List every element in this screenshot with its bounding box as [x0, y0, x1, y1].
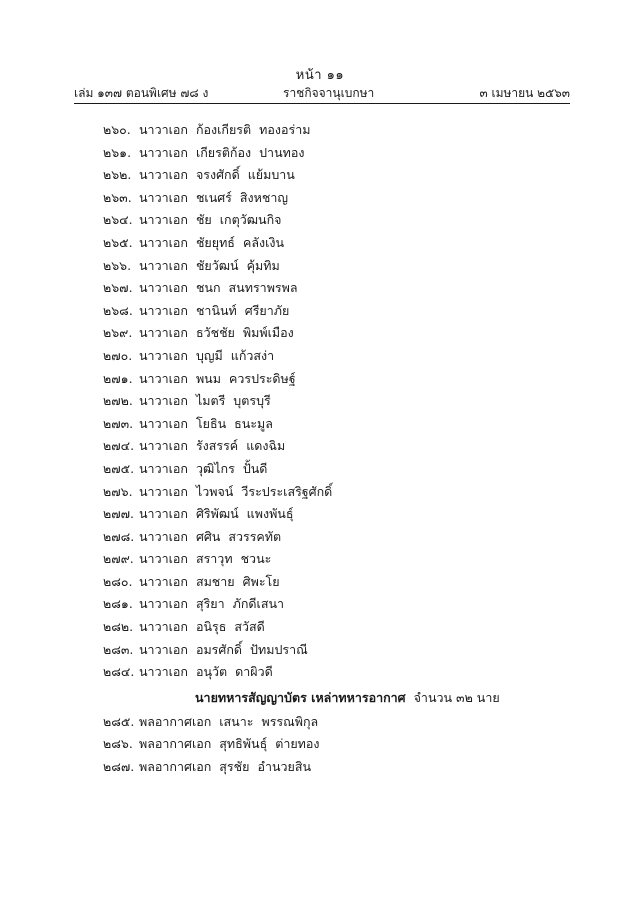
first-name: สมชาย [195, 573, 235, 589]
rank: นาวาเอก [139, 460, 188, 476]
last-name: ศรียาภัย [244, 302, 290, 318]
item-number: ๒๗๗. [103, 506, 135, 522]
running-header [74, 84, 570, 102]
last-name: สนทราพรพล [228, 280, 298, 296]
item-number: ๒๘๔. [103, 664, 135, 680]
list-item [103, 166, 563, 189]
rank: นาวาเอก [139, 551, 188, 567]
publication-date: ๓ เมษายน ๒๕๖๓ [479, 86, 570, 100]
rank: นาวาเอก [139, 528, 188, 544]
first-name: จรงศักดิ์ [195, 167, 240, 183]
list-item [103, 483, 563, 506]
last-name: พรรณพิกุล [261, 713, 319, 729]
rank: นาวาเอก [139, 257, 188, 273]
item-number: ๒๘๖. [103, 736, 133, 752]
item-number: ๒๖๓. [103, 189, 132, 205]
first-name: พนม [195, 370, 221, 386]
rank: นาวาเอก [139, 347, 188, 363]
rank: พลอากาศเอก [139, 713, 212, 729]
rank: นาวาเอก [139, 664, 188, 680]
publication-title: ราชกิจจานุเบกษา [283, 86, 375, 100]
rank: นาวาเอก [139, 212, 188, 228]
rank: นาวาเอก [139, 280, 188, 296]
item-number: ๒๖๗. [103, 280, 133, 296]
item-number: ๒๗๓. [103, 415, 134, 431]
navy-officers-list [103, 121, 563, 686]
first-name: เสนาะ [219, 713, 254, 729]
item-number: ๒๖๒. [103, 167, 132, 183]
item-number: ๒๗๕. [103, 460, 135, 476]
item-number: ๒๗๒. [103, 393, 133, 409]
rank: นาวาเอก [139, 438, 188, 454]
last-name: สวรรคทัต [228, 528, 282, 544]
first-name: ก้องเกียรติ [195, 122, 252, 137]
last-name: ธนะมูล [234, 415, 273, 431]
rank: นาวาเอก [139, 189, 188, 205]
rank: นาวาเอก [139, 596, 188, 612]
list-item [103, 713, 563, 736]
item-number: ๒๘๓. [103, 641, 134, 657]
rank: นาวาเอก [139, 483, 188, 499]
last-name: เกตุวัฒนกิจ [219, 212, 282, 228]
list-item [103, 392, 563, 415]
last-name: ชวนะ [240, 551, 272, 567]
last-name: คลังเงิน [242, 234, 284, 250]
first-name: วุฒิไกร [195, 460, 235, 476]
item-number: ๒๖๑. [103, 144, 132, 160]
first-name: ชานินท์ [195, 302, 237, 318]
list-item [103, 550, 563, 573]
list-item [103, 211, 563, 234]
rank: นาวาเอก [139, 144, 188, 160]
air-force-officers-list [103, 713, 563, 781]
item-number: ๒๘๕. [103, 713, 135, 729]
last-name: ภักดีเสนา [232, 596, 285, 612]
section-title: นายทหารสัญญาบัตร เหล่าทหารอากาศ [195, 689, 406, 705]
last-name: วีระประเสริฐศักดิ์ [241, 483, 333, 499]
rank: นาวาเอก [139, 641, 188, 657]
list-item [103, 144, 563, 167]
item-number: ๒๗๙. [103, 551, 134, 567]
rank: นาวาเอก [139, 506, 188, 522]
last-name: สวัสดี [234, 619, 265, 635]
item-number: ๒๖๕. [103, 234, 133, 250]
item-number: ๒๗๑. [103, 370, 133, 386]
list-item [103, 279, 563, 302]
first-name: ศศิน [195, 528, 221, 544]
rank: นาวาเอก [139, 370, 188, 386]
first-name: ชัยวัฒน์ [195, 257, 239, 273]
last-name: ศิพะโย [242, 573, 280, 589]
rank: นาวาเอก [139, 393, 188, 409]
first-name: สราวุท [195, 551, 233, 567]
rank: นาวาเอก [139, 234, 188, 250]
item-number: ๒๗๐. [103, 347, 133, 363]
list-item [103, 189, 563, 212]
last-name: ควรประดิษฐ์ [228, 370, 296, 386]
last-name: ดาผิวดี [235, 664, 273, 680]
list-item [103, 595, 563, 618]
list-item [103, 528, 563, 551]
list-item [103, 324, 563, 347]
last-name: แก้วสง่า [230, 347, 275, 363]
last-name: ปั้นดี [242, 460, 268, 476]
item-number: ๒๘๗. [103, 759, 135, 775]
item-number: ๒๗๖. [103, 483, 133, 499]
list-item [103, 302, 563, 325]
rank: นาวาเอก [139, 325, 188, 341]
list-item [103, 370, 563, 393]
first-name: ชัยยุทธ์ [195, 234, 235, 250]
first-name: เกียรติก้อง [195, 144, 252, 160]
first-name: ไมตรี [195, 393, 226, 409]
rank: นาวาเอก [139, 122, 188, 137]
item-number: ๒๖๐. [103, 122, 131, 137]
list-item [103, 573, 563, 596]
last-name: แดงฉิม [246, 438, 286, 454]
last-name: บุตรบุรี [233, 393, 271, 409]
list-item [103, 663, 563, 686]
rank: นาวาเอก [139, 302, 188, 318]
rank: นาวาเอก [139, 167, 188, 183]
list-item [103, 735, 563, 758]
names-list [103, 121, 563, 781]
first-name: สุทธิพันธุ์ [219, 736, 268, 752]
first-name: รังสรรค์ [195, 438, 239, 454]
last-name: คุ้มทิม [246, 257, 280, 273]
header-divider [74, 103, 570, 104]
list-item [103, 415, 563, 438]
item-number: ๒๘๑. [103, 596, 133, 612]
last-name: สิงหชาญ [239, 189, 289, 205]
list-item [103, 347, 563, 370]
item-number: ๒๖๖. [103, 257, 132, 273]
list-item [103, 758, 563, 781]
rank: นาวาเอก [139, 573, 188, 589]
first-name: ไวพจน์ [195, 483, 234, 499]
list-item [103, 257, 563, 280]
rank: พลอากาศเอก [139, 736, 212, 752]
list-item [103, 641, 563, 664]
last-name: ทองอร่าม [259, 122, 311, 137]
first-name: สุรชัย [219, 759, 250, 775]
last-name: ปานทอง [259, 144, 305, 160]
item-number: ๒๘๒. [103, 619, 134, 635]
list-item [103, 460, 563, 483]
first-name: อมรศักดิ์ [195, 641, 243, 657]
rank: พลอากาศเอก [139, 759, 212, 775]
first-name: บุญมี [195, 347, 223, 363]
last-name: แย้มบาน [247, 167, 295, 183]
page-number: หน้า ๑๑ [295, 68, 345, 83]
list-item [103, 437, 563, 460]
list-item [103, 618, 563, 641]
first-name: สุริยา [195, 596, 225, 612]
section-heading [103, 686, 563, 713]
last-name: ต่ายทอง [275, 736, 320, 752]
list-item [103, 234, 563, 257]
item-number: ๒๗๘. [103, 528, 135, 544]
rank: นาวาเอก [139, 415, 188, 431]
last-name: แพงพันธุ์ [246, 506, 294, 522]
list-item [103, 505, 563, 528]
first-name: ศิริพัฒน์ [195, 506, 239, 522]
first-name: อนุวัต [195, 664, 228, 680]
first-name: โยธิน [195, 415, 227, 431]
last-name: อำนวยสิน [257, 759, 312, 775]
list-item [103, 121, 563, 144]
item-number: ๒๖๘. [103, 302, 133, 318]
rank: นาวาเอก [139, 619, 188, 635]
item-number: ๒๘๐. [103, 573, 133, 589]
item-number: ๒๗๔. [103, 438, 135, 454]
first-name: ชัย [195, 212, 212, 228]
last-name: ปัทมปราณี [250, 641, 308, 657]
volume-issue: เล่ม ๑๓๗ ตอนพิเศษ ๗๘ ง [74, 86, 209, 100]
section-count: จำนวน ๓๒ นาย [413, 689, 500, 705]
first-name: ชเนศร์ [195, 189, 232, 205]
first-name: ธวัชชัย [195, 325, 235, 341]
item-number: ๒๖๔. [103, 212, 133, 228]
first-name: อนิรุธ [195, 619, 227, 635]
first-name: ชนก [195, 280, 221, 296]
item-number: ๒๖๙. [103, 325, 133, 341]
last-name: พิมพ์เมือง [242, 325, 294, 341]
